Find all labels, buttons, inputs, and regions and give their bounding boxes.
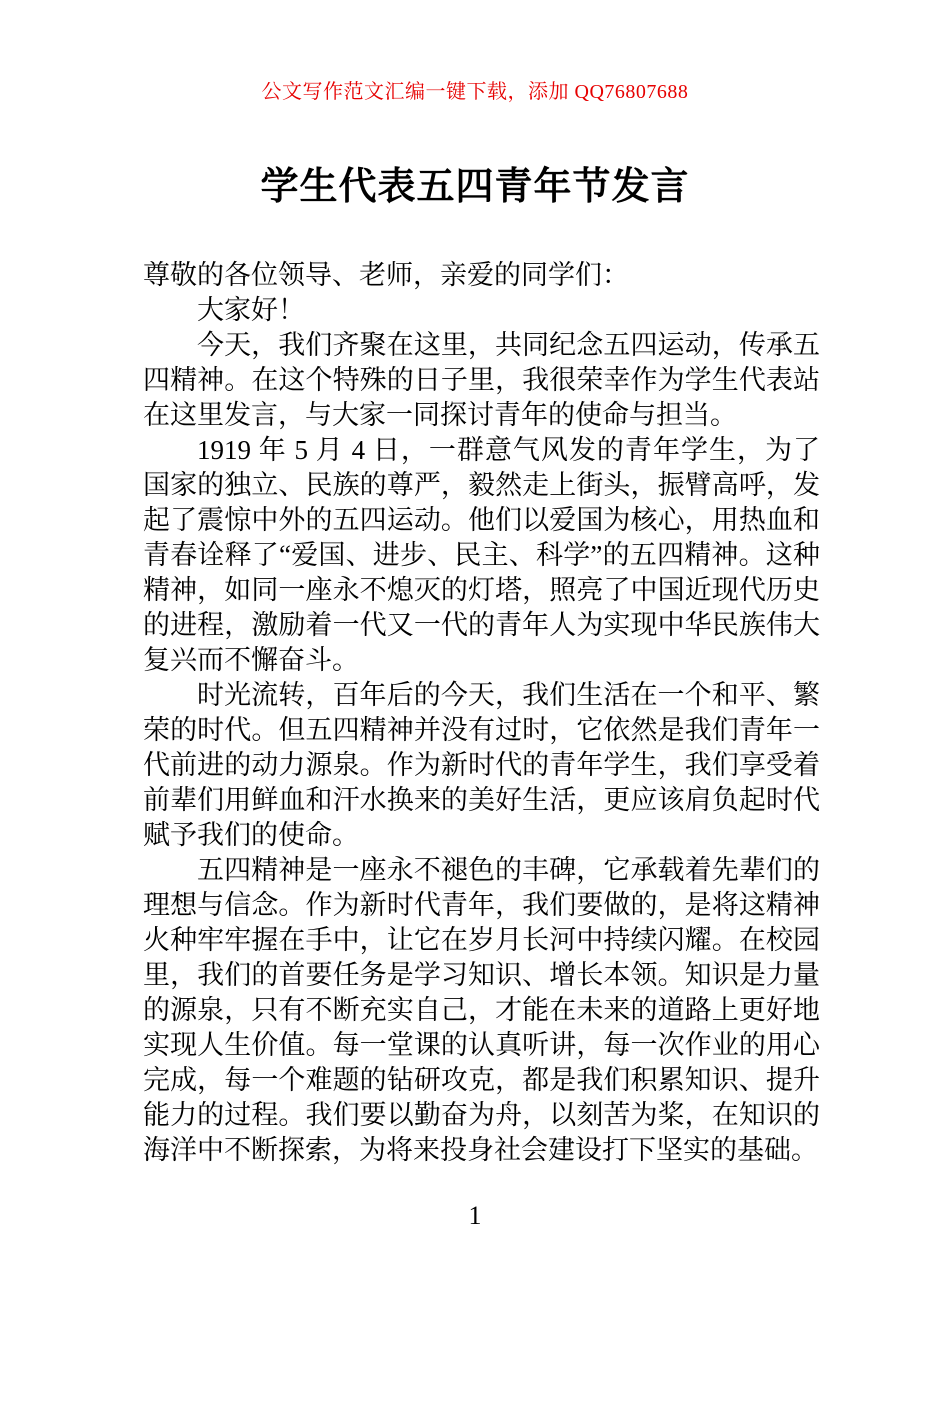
page-number: 1 (468, 1201, 482, 1230)
paragraph-greeting: 大家好！ (197, 295, 305, 325)
page-footer (0, 1200, 950, 1232)
paragraph-present: 时光流转，百年后的今天，我们生活在一个和平、繁荣的时代。但五四精神并没有过时，它依然是我们青年一代前进的动力源泉。作为新时代的青年学生，我们享受着前辈们用鲜血和汗水换来的美好生活，更应该肩负起时代赋予我们的使命。 (143, 680, 820, 850)
document-page (0, 78, 950, 1422)
paragraph-spirit: 五四精神是一座永不褪色的丰碑，它承载着先辈们的理想与信念。作为新时代青年，我们要做的，是将这精神火种牢牢握在手中，让它在岁月长河中持续闪耀。在校园里，我们的首要任务是学习知识、增长本领。知识是力量的源泉，只有不断充实自己，才能在未来的道路上更好地实现人生价值。每一堂课的认真听讲，每一次作业的用心完成，每一个难题的钻研攻克，都是我们积累知识、提升能力的过程。我们要以勤奋为舟，以刻苦为桨，在知识的海洋中不断探索，为将来投身社会建设打下坚实的基础。 (143, 855, 820, 1165)
doc-title: 学生代表五四青年节发言 (260, 166, 690, 208)
paragraph-intro: 今天，我们齐聚在这里，共同纪念五四运动，传承五四精神。在这个特殊的日子里，我很荣幸作为学生代表站在这里发言，与大家一同探讨青年的使命与担当。 (143, 330, 820, 430)
doc-body (143, 258, 820, 1168)
paragraph-history: 1919 年 5 月 4 日，一群意气风发的青年学生，为了国家的独立、民族的尊严，毅然走上街头，振臂高呼，发起了震惊中外的五四运动。他们以爱国为核心，用热血和青春诠释了“爱国、进步、民主、科学”的五四精神。这种精神，如同一座永不熄灭的灯塔，照亮了中国近现代历史的进程，激励着一代又一代的青年人为实现中华民族伟大复兴而不懈奋斗。 (143, 435, 820, 675)
paragraph-salutation: 尊敬的各位领导、老师，亲爱的同学们： (143, 260, 629, 290)
header-notice: 公文写作范文汇编一键下载，添加 QQ76807688 (261, 81, 689, 103)
